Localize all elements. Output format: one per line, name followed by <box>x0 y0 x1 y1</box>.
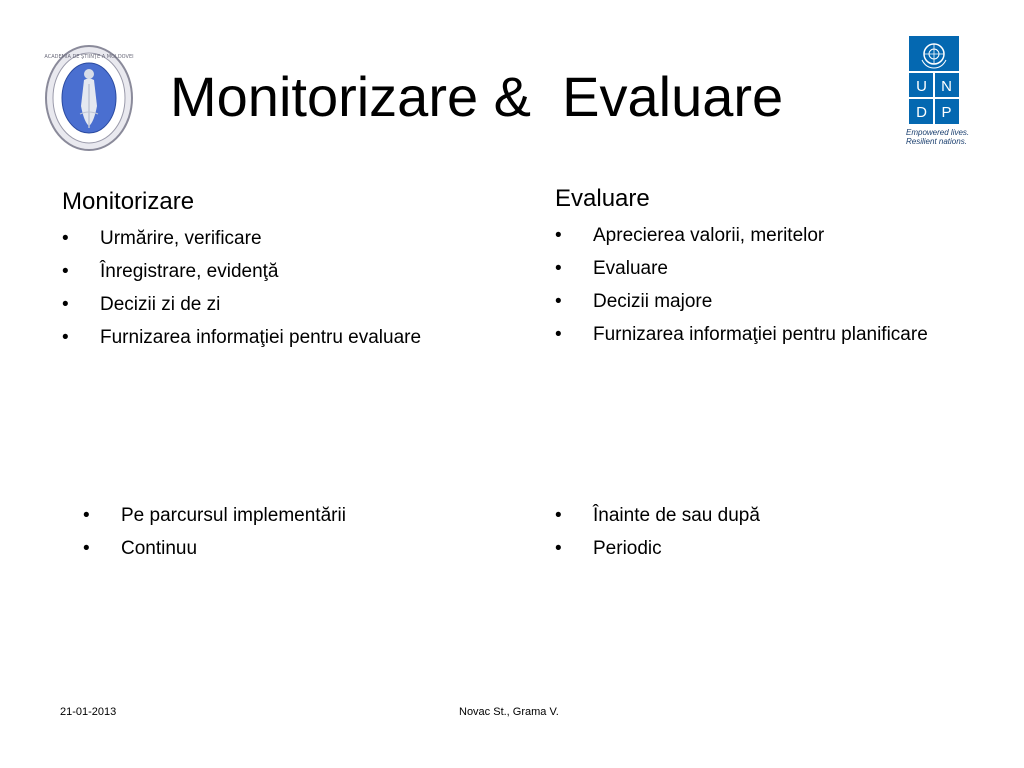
list-item-text: Periodic <box>593 538 662 559</box>
monitorizare-bullet-list <box>62 222 421 354</box>
list-item <box>62 255 421 288</box>
footer-authors: Novac St., Grama V. <box>459 706 559 718</box>
undp-letter-u: U <box>916 78 927 95</box>
bullet-icon: • <box>62 228 69 249</box>
bullet-icon: • <box>83 505 90 526</box>
undp-letter-p: P <box>941 104 952 121</box>
bullet-icon: • <box>83 538 90 559</box>
list-item-text: Urmărire, verificare <box>100 228 262 249</box>
bullet-icon: • <box>555 324 562 345</box>
undp-tagline-1: Empowered lives. <box>906 128 970 137</box>
list-item-text: Evaluare <box>593 258 668 279</box>
list-item <box>555 318 928 351</box>
list-item <box>555 532 760 565</box>
bullet-icon: • <box>555 505 562 526</box>
monitorizare-timing-list <box>83 499 346 565</box>
list-item-text: Furnizarea informaţiei pentru evaluare <box>100 327 422 348</box>
footer-date: 21-01-2013 <box>60 706 117 718</box>
bullet-icon: • <box>62 294 69 315</box>
list-item-text: Înainte de sau după <box>593 505 760 526</box>
evaluare-timing-list <box>555 499 760 565</box>
list-item <box>555 499 760 532</box>
bullet-icon: • <box>62 261 69 282</box>
evaluare-heading: Evaluare <box>555 185 650 212</box>
monitorizare-heading: Monitorizare <box>62 188 195 215</box>
list-item <box>555 285 928 318</box>
list-item-text: Înregistrare, evidenţă <box>100 261 279 282</box>
slide-title: Monitorizare & Evaluare <box>170 65 784 128</box>
bullet-icon: • <box>555 258 562 279</box>
list-item-text: Decizii zi de zi <box>100 294 221 315</box>
bullet-icon: • <box>555 538 562 559</box>
seal-ring-text: ACADEMIA DE ŞTIINŢE A MOLDOVEI <box>44 54 134 60</box>
list-item <box>62 288 421 321</box>
undp-letter-n: N <box>941 78 952 95</box>
bullet-icon: • <box>555 225 562 246</box>
list-item <box>555 252 928 285</box>
bullet-icon: • <box>62 327 69 348</box>
undp-tagline-2: Resilient nations. <box>906 137 967 146</box>
list-item <box>83 532 346 565</box>
list-item-text: Continuu <box>121 538 198 559</box>
bullet-icon: • <box>555 291 562 312</box>
list-item-text: Furnizarea informaţiei pentru planificare <box>593 324 928 345</box>
list-item <box>555 219 928 252</box>
list-item-text: Decizii majore <box>593 291 713 312</box>
list-item-text: Aprecierea valorii, meritelor <box>593 225 825 246</box>
undp-tagline <box>906 128 969 146</box>
list-item <box>62 222 421 255</box>
academy-seal-icon <box>44 44 134 152</box>
list-item <box>83 499 346 532</box>
list-item-text: Pe parcursul implementării <box>121 505 346 526</box>
list-item <box>62 321 421 354</box>
evaluare-bullet-list <box>555 219 928 351</box>
undp-letter-d: D <box>916 104 927 121</box>
